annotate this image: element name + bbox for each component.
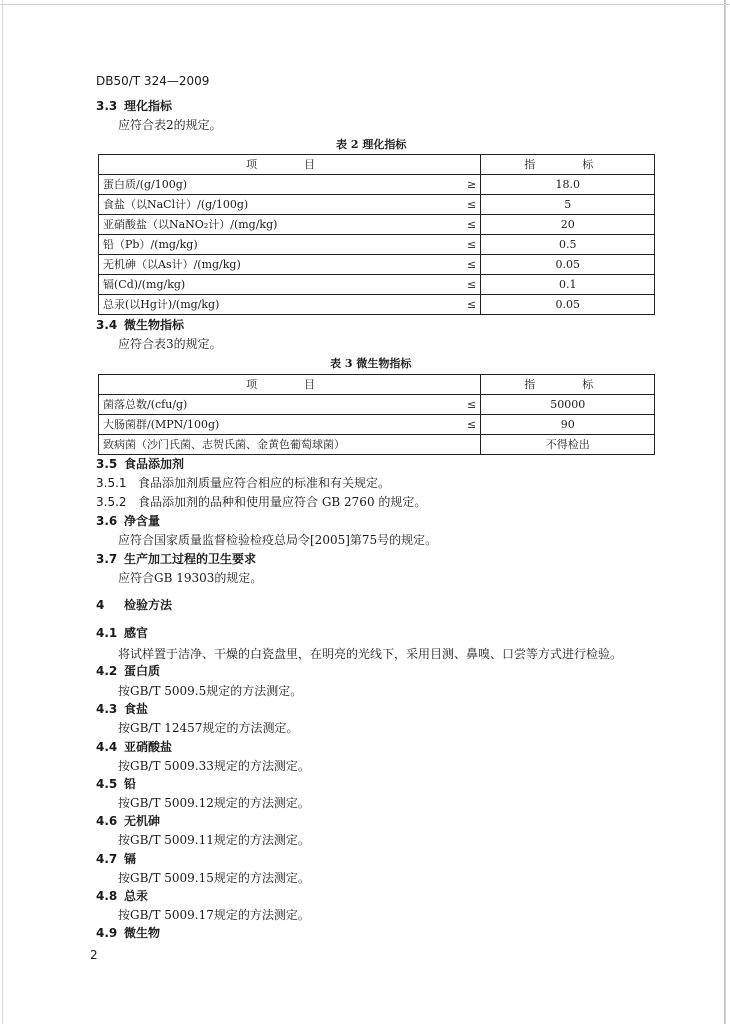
section-3-5-number: 3.5 [96,457,118,471]
table-row [99,395,655,415]
section-3-3-title: 理化指标 [124,99,173,113]
table-3-item: 大肠菌群/(MPN/100g) [99,415,464,435]
table-2-value: 0.05 [481,255,655,275]
section-3-7-title: 生产加工过程的卫生要求 [124,552,257,566]
table-2-header [99,155,655,175]
table-2-symbol: ≤ [463,275,481,295]
table-2-symbol: ≤ [463,195,481,215]
section-3-5-title: 食品添加剂 [124,457,185,471]
section-4-1-text: 将试样置于洁净、干燥的白瓷盘里，在明亮的光线下，采用目测、鼻嗅、口尝等方式进行检验。 [118,647,623,661]
section-4-title: 检验方法 [124,598,173,612]
table-2 [98,154,655,315]
section-4-4-text: 按GB/T 5009.33规定的方法测定。 [118,759,310,773]
section-3-7-number: 3.7 [96,552,118,566]
section-3-6-number: 3.6 [96,514,118,528]
section-4-7-number: 4.7 [96,852,118,866]
section-4-5-title: 铅 [124,777,137,791]
section-4-2-number: 4.2 [96,664,118,678]
table-3-item: 菌落总数/(cfu/g) [99,395,464,415]
table-2-item: 食盐（以NaCl计）/(g/100g) [99,195,464,215]
section-4-9-number: 4.9 [96,926,118,940]
table-2-value: 0.1 [481,275,655,295]
table-3-value: 50000 [481,395,655,415]
section-3-6-title: 净含量 [124,514,161,528]
table-2-item: 总汞(以Hg计)/(mg/kg) [99,295,464,315]
section-3-5-2-text: 食品添加剂的品种和使用量应符合 GB 2760 的规定。 [138,495,427,509]
table-3-value: 不得检出 [481,435,655,455]
table-3-symbol [463,435,481,455]
section-4-8-title: 总汞 [124,889,149,903]
section-3-3-number: 3.3 [96,99,118,113]
section-4-1-title: 感官 [124,626,149,640]
section-4-7-title: 镉 [124,852,137,866]
section-4-8-number: 4.8 [96,889,118,903]
table-row [99,175,655,195]
table-3-symbol: ≤ [463,415,481,435]
section-3-6-text: 应符合国家质量监督检验检疫总局令[2005]第75号的规定。 [118,533,438,547]
table-2-item: 铅（Pb）/(mg/kg) [99,235,464,255]
section-4-8-text: 按GB/T 5009.17规定的方法测定。 [118,908,310,922]
section-4-4-title: 亚硝酸盐 [124,740,173,754]
section-3-5-1-number: 3.5.1 [96,476,127,490]
table-3-col-item: 项 目 [99,375,481,395]
table-2-value: 18.0 [481,175,655,195]
table-row [99,255,655,275]
table-3-symbol: ≤ [463,395,481,415]
table-row [99,215,655,235]
table-2-symbol: ≤ [463,215,481,235]
section-4-7-text: 按GB/T 5009.15规定的方法测定。 [118,871,310,885]
table-2-symbol: ≤ [463,235,481,255]
table-2-item: 亚硝酸盐（以NaNO₂计）/(mg/kg) [99,215,464,235]
table-2-value: 0.05 [481,295,655,315]
table-2-item: 镉(Cd)/(mg/kg) [99,275,464,295]
table-row [99,415,655,435]
section-4-3-text: 按GB/T 12457规定的方法测定。 [118,721,299,735]
table-row [99,435,655,455]
scan-edge-top [0,4,730,5]
table-3-value: 90 [481,415,655,435]
table-2-value: 0.5 [481,235,655,255]
section-4-6-number: 4.6 [96,814,118,828]
section-4-number: 4 [96,598,105,612]
section-3-5-1-text: 食品添加剂质量应符合相应的标准和有关规定。 [138,476,391,490]
table-2-symbol: ≥ [463,175,481,195]
section-4-5-number: 4.5 [96,777,118,791]
section-3-4-title: 微生物指标 [124,318,185,332]
table-2-item: 蛋白质/(g/100g) [99,175,464,195]
table-2-symbol: ≤ [463,295,481,315]
section-4-6-text: 按GB/T 5009.11规定的方法测定。 [118,833,310,847]
section-4-3-number: 4.3 [96,702,118,716]
section-4-4-number: 4.4 [96,740,118,754]
section-3-5-2-number: 3.5.2 [96,495,127,509]
table-3-item: 致病菌（沙门氏菌、志贺氏菌、金黄色葡萄球菌） [99,435,464,455]
section-4-2-title: 蛋白质 [124,664,161,678]
table-3 [98,374,655,455]
section-4-2-text: 按GB/T 5009.5规定的方法测定。 [118,684,303,698]
section-3-4-number: 3.4 [96,318,118,332]
table-row [99,195,655,215]
table-3-caption: 表 3 微生物指标 [330,357,412,370]
section-3-3-text: 应符合表2的规定。 [118,118,222,132]
section-4-9-title: 微生物 [124,926,161,940]
section-4-1-number: 4.1 [96,626,118,640]
table-row [99,235,655,255]
table-row [99,295,655,315]
section-3-7-text: 应符合GB 19303的规定。 [118,571,263,585]
table-row [99,275,655,295]
table-3-col-value: 指 标 [481,375,655,395]
section-4-6-title: 无机砷 [124,814,161,828]
table-2-caption: 表 2 理化指标 [336,138,407,151]
table-2-col-item: 项 目 [99,155,481,175]
doc-number: DB50/T 324—2009 [96,74,210,88]
section-3-4-text: 应符合表3的规定。 [118,337,222,351]
section-4-3-title: 食盐 [124,702,149,716]
page-number: 2 [90,948,98,962]
table-2-symbol: ≤ [463,255,481,275]
section-4-5-text: 按GB/T 5009.12规定的方法测定。 [118,796,310,810]
scan-edge-right [724,0,726,1024]
table-3-header [99,375,655,395]
table-2-value: 20 [481,215,655,235]
table-2-value: 5 [481,195,655,215]
scan-edge-left [2,0,3,1024]
table-2-col-value: 指 标 [481,155,655,175]
table-2-item: 无机砷（以As计）/(mg/kg) [99,255,464,275]
